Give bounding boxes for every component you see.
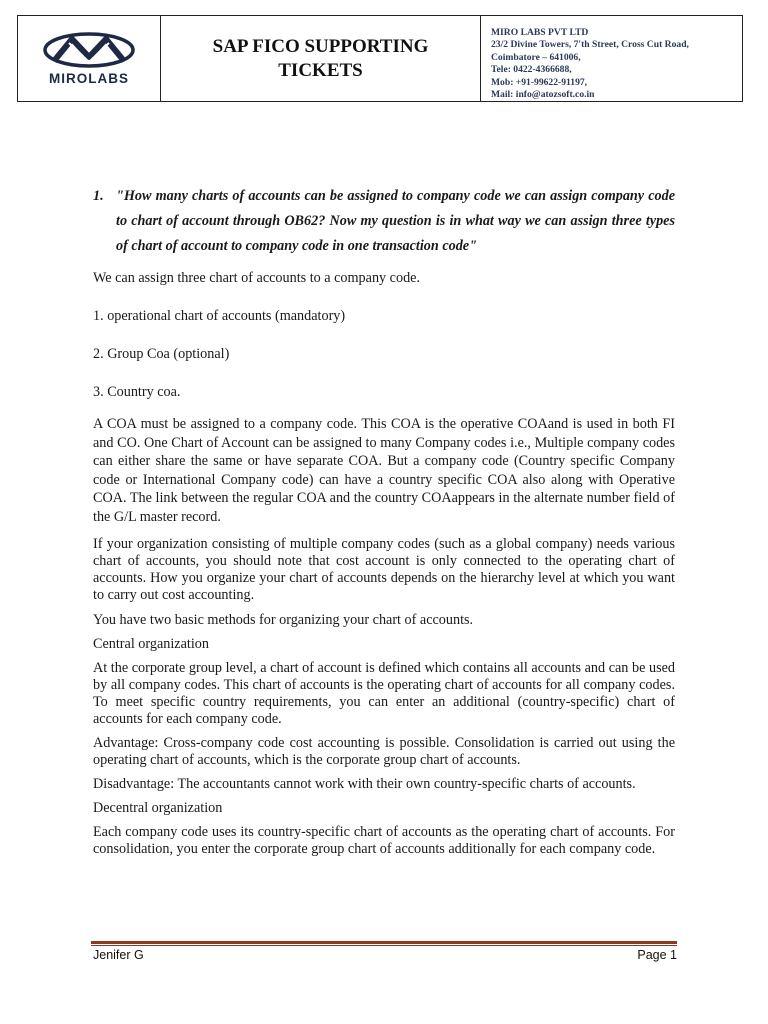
page-number: Page 1 [637, 948, 677, 962]
document-title [213, 35, 429, 83]
question-text: "How many charts of accounts can be assigned to company code we can assign company code to chart of account through OB62? Now my question is in what way we can assign three types of chart of account to company code in one transaction code" [116, 188, 675, 254]
telephone: Tele: 0422-4366688, [491, 64, 572, 76]
intro-paragraph: We can assign three chart of accounts to a company code. [93, 270, 421, 286]
footer-rule-thick [91, 941, 677, 944]
address-line-2: Coimbatore – 641006, [491, 51, 581, 63]
question-number: 1. [93, 188, 104, 204]
company-name: MIRO LABS PVT LTD [491, 27, 589, 38]
logo-cell [18, 16, 161, 101]
contact-cell [481, 16, 742, 101]
decentral-organization-paragraph: Each company code uses its country-specific chart of accounts as the operating chart of accounts. For consolidation, you enter the corporate group chart of accounts additionally for each company code. [93, 823, 675, 857]
mobile: Mob: +91-99622-91197, [491, 76, 588, 88]
footer-rule [91, 941, 677, 946]
central-organization-paragraph: At the corporate group level, a chart of account is defined which contains all accounts and can be used by all company codes. This chart of accounts is the operating chart of accounts for all company codes. To meet specific country requirements, you can enter an additional (country-specific) chart of accounts for each company code. [93, 659, 675, 727]
mirolabs-logo-icon [41, 31, 137, 69]
title-line-2: TICKETS [278, 59, 363, 81]
advantage-paragraph: Advantage: Cross-company code cost accounting is possible. Consolidation is carried out using the operating chart of accounts, which is the corporate group chart of accounts. [93, 734, 675, 768]
central-organization-heading: Central organization [93, 635, 209, 652]
document-header [17, 15, 743, 102]
coa-paragraph: A COA must be assigned to a company code. This COA is the operative COAand is used in both FI and CO. One Chart of Account can be assigned to many Company codes i.e., Multiple company codes can either share the same or have separate COA. But a company code (Country specific Company code or International Company code) can have a country specific COA also along with Operative COA. The link between the regular COA and the country COAappears in the alternate number field of the G/L master record. [93, 416, 675, 525]
list-item: 3. Country coa. [93, 384, 181, 400]
logo-text: MIROLABS [49, 71, 129, 86]
footer-rule-thin [91, 945, 677, 946]
title-cell [161, 16, 481, 101]
list-item: 2. Group Coa (optional) [93, 346, 230, 362]
question-heading [93, 184, 675, 259]
address-line-1: 23/2 Divine Towers, 7'th Street, Cross Cut Road, [491, 39, 689, 51]
email: Mail: info@atozsoft.co.in [491, 89, 595, 101]
disadvantage-paragraph: Disadvantage: The accountants cannot work with their own country-specific charts of accounts. [93, 775, 636, 792]
title-line-1: SAP FICO SUPPORTING [212, 35, 429, 57]
footer-author: Jenifer G [93, 948, 144, 962]
list-item: 1. operational chart of accounts (mandatory) [93, 308, 346, 324]
document-body [93, 184, 675, 858]
organization-paragraph: If your organization consisting of multiple company codes (such as a global company) needs various chart of accounts, you should note that cost account is only connected to the operating chart of accounts. How you organize your chart of accounts depends on the hierarchy level at which you want to carry out cost accounting. [93, 535, 675, 603]
two-methods-paragraph: You have two basic methods for organizing your chart of accounts. [93, 611, 474, 628]
decentral-organization-heading: Decentral organization [93, 799, 223, 816]
